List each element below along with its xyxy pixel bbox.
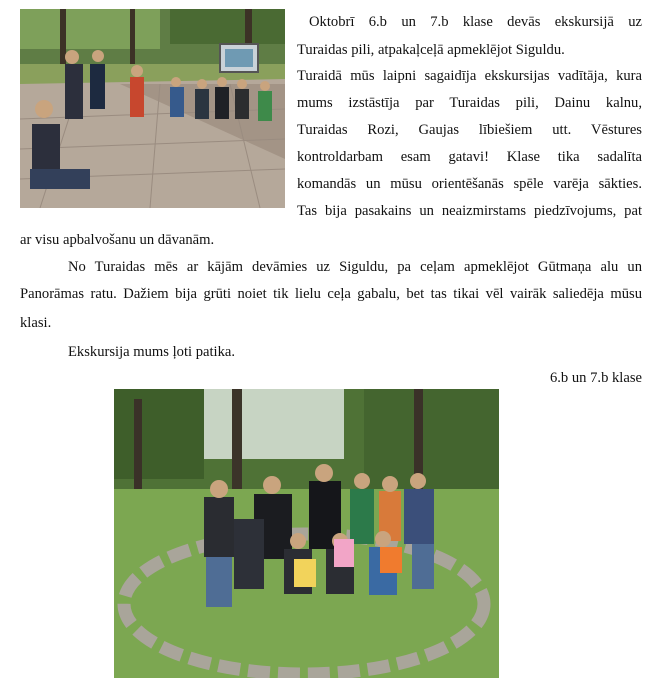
text-span: Panorāmas ratu. Dažiem bija grūti noiet tik lielu ceļa gabalu, bet tas tikai vēl vairāk saliedēja mūsu xyxy=(20,286,642,302)
photo-students-park-path xyxy=(20,9,285,208)
paragraph-guide-line3 xyxy=(297,117,642,144)
text-span: Turaidas Rozi, Gaujas lībiešiem utt. Vēstures xyxy=(297,122,642,138)
paragraph-walk-line3: klasi. xyxy=(20,315,52,331)
text-span: Oktobrī 6.b un 7.b klase devās ekskursijā uz xyxy=(309,14,642,30)
paragraph-conclusion: Ekskursija mums ļoti patika. xyxy=(68,344,236,360)
text-span: kontroldarbam esam gatavi! Klase tika sadalīta xyxy=(297,149,642,165)
photo-group-stone-circle xyxy=(114,389,499,678)
signature: 6.b un 7.b klase xyxy=(549,370,642,386)
paragraph-guide-line6 xyxy=(297,198,642,225)
text-span: No Turaidas mēs ar kājām devāmies uz Siguldu, pa ceļam apmeklējot Gūtmaņa alu un xyxy=(68,259,642,275)
paragraph-guide-line5 xyxy=(297,171,642,198)
paragraph-intro-line1 xyxy=(297,9,642,36)
text-span: komandās un mūsu orientēšanās spēle varēja sākties. xyxy=(297,176,642,192)
paragraph-intro-line2: Turaidas pili, atpakaļceļā apmeklējot Siguldu. xyxy=(297,42,565,58)
text-span: Tas bija pasakains un neaizmirstams piedzīvojums, pat xyxy=(297,203,642,219)
paragraph-guide-line7: ar visu apbalvošanu un dāvanām. xyxy=(20,232,215,248)
text-span: mums izstāstīja par Turaidas pili, Dainu kalnu, xyxy=(297,95,642,111)
paragraph-walk-line2 xyxy=(20,281,642,308)
paragraph-guide-line4 xyxy=(297,144,642,171)
text-span: Turaidā mūs laipni sagaidīja ekskursijas vadītāja, kura xyxy=(297,68,642,84)
paragraph-guide-line1 xyxy=(297,63,642,90)
paragraph-walk-line1 xyxy=(20,254,642,281)
paragraph-guide-line2 xyxy=(297,90,642,117)
